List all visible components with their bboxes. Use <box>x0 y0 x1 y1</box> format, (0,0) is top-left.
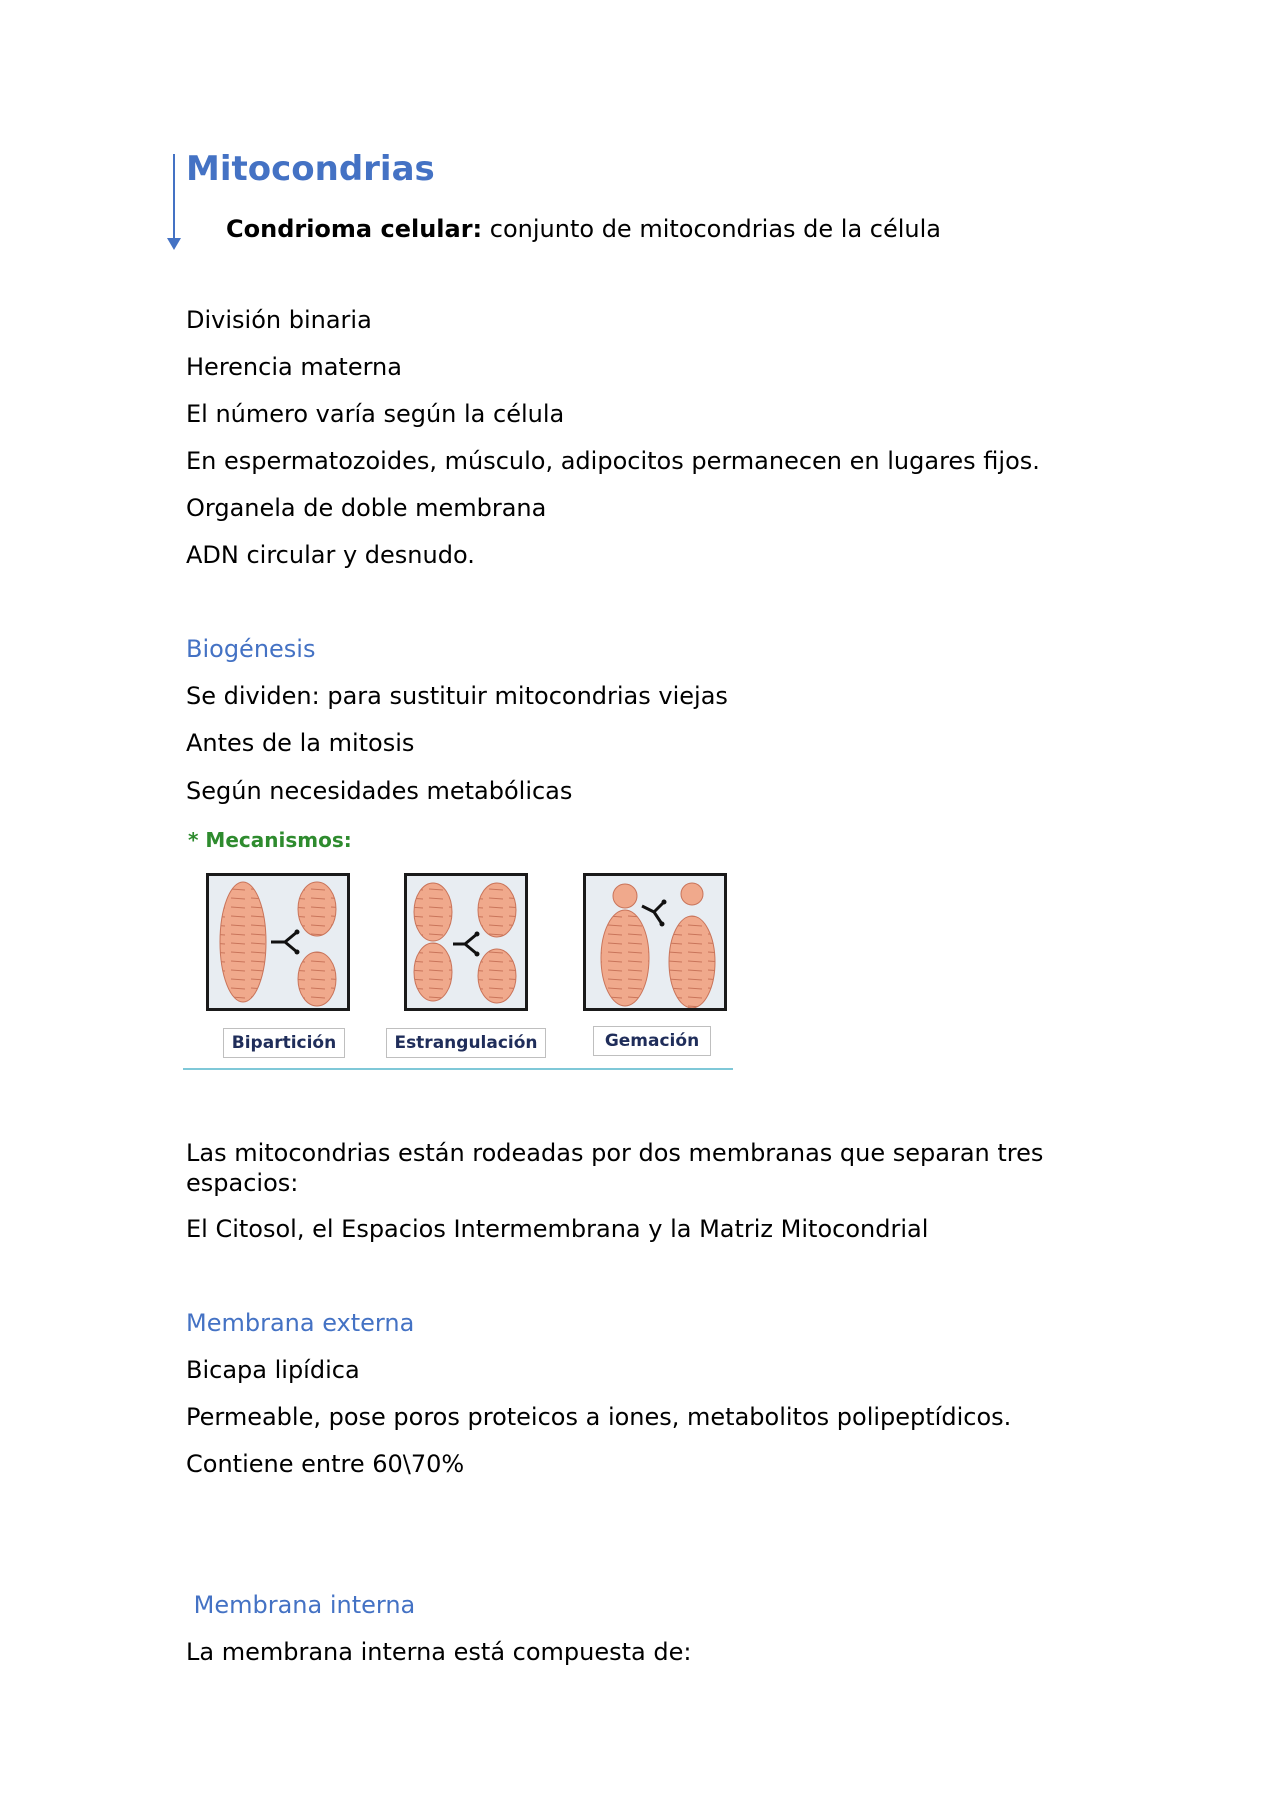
budding-label: Gemación <box>593 1026 711 1056</box>
budding-panel <box>583 873 727 1011</box>
figure-title: * Mecanismos: <box>188 828 352 852</box>
fact-line: Herencia materna <box>186 353 402 381</box>
internal-membrane-heading: Membrana interna <box>186 1591 416 1619</box>
biogenesis-heading: Biogénesis <box>186 635 316 663</box>
mechanisms-figure <box>183 828 733 1070</box>
definition-line <box>226 215 941 243</box>
external-item: Contiene entre 60\70% <box>186 1450 465 1478</box>
fact-line: División binaria <box>186 306 372 334</box>
biogenesis-item: Se dividen: para sustituir mitocondrias viejas <box>186 682 728 710</box>
membranes-intro: Las mitocondrias están rodeadas por dos membranas que separan tres espacios: <box>186 1139 1044 1197</box>
bipartition-panel <box>206 873 350 1011</box>
strangulation-panel <box>404 873 528 1011</box>
fact-line: El número varía según la célula <box>186 400 565 428</box>
fact-line: Organela de doble membrana <box>186 494 547 522</box>
bipartition-label: Bipartición <box>223 1028 345 1058</box>
page-title: Mitocondrias <box>186 149 435 189</box>
strangulation-label: Estrangulación <box>386 1028 546 1058</box>
external-membrane-heading: Membrana externa <box>186 1309 415 1337</box>
internal-text: La membrana interna está compuesta de: <box>186 1638 692 1666</box>
external-item: Bicapa lipídica <box>186 1356 360 1384</box>
biogenesis-item: Antes de la mitosis <box>186 729 415 757</box>
margin-arrow-down-icon <box>167 238 181 250</box>
budding-diagram <box>586 876 724 1008</box>
margin-arrow-line <box>173 154 175 238</box>
biogenesis-item: Según necesidades metabólicas <box>186 777 573 805</box>
fact-line: En espermatozoides, músculo, adipocitos permanecen en lugares fijos. <box>186 447 1040 475</box>
figure-divider <box>183 1068 733 1070</box>
strangulation-diagram <box>407 876 525 1008</box>
definition-term: Condrioma celular: <box>226 215 483 243</box>
fact-line: ADN circular y desnudo. <box>186 541 475 569</box>
spaces-line: El Citosol, el Espacios Intermembrana y la Matriz Mitocondrial <box>186 1215 929 1243</box>
external-item: Permeable, pose poros proteicos a iones, metabolitos polipeptídicos. <box>186 1403 1012 1431</box>
definition-text: conjunto de mitocondrias de la célula <box>482 215 942 243</box>
bipartition-diagram <box>209 876 347 1008</box>
